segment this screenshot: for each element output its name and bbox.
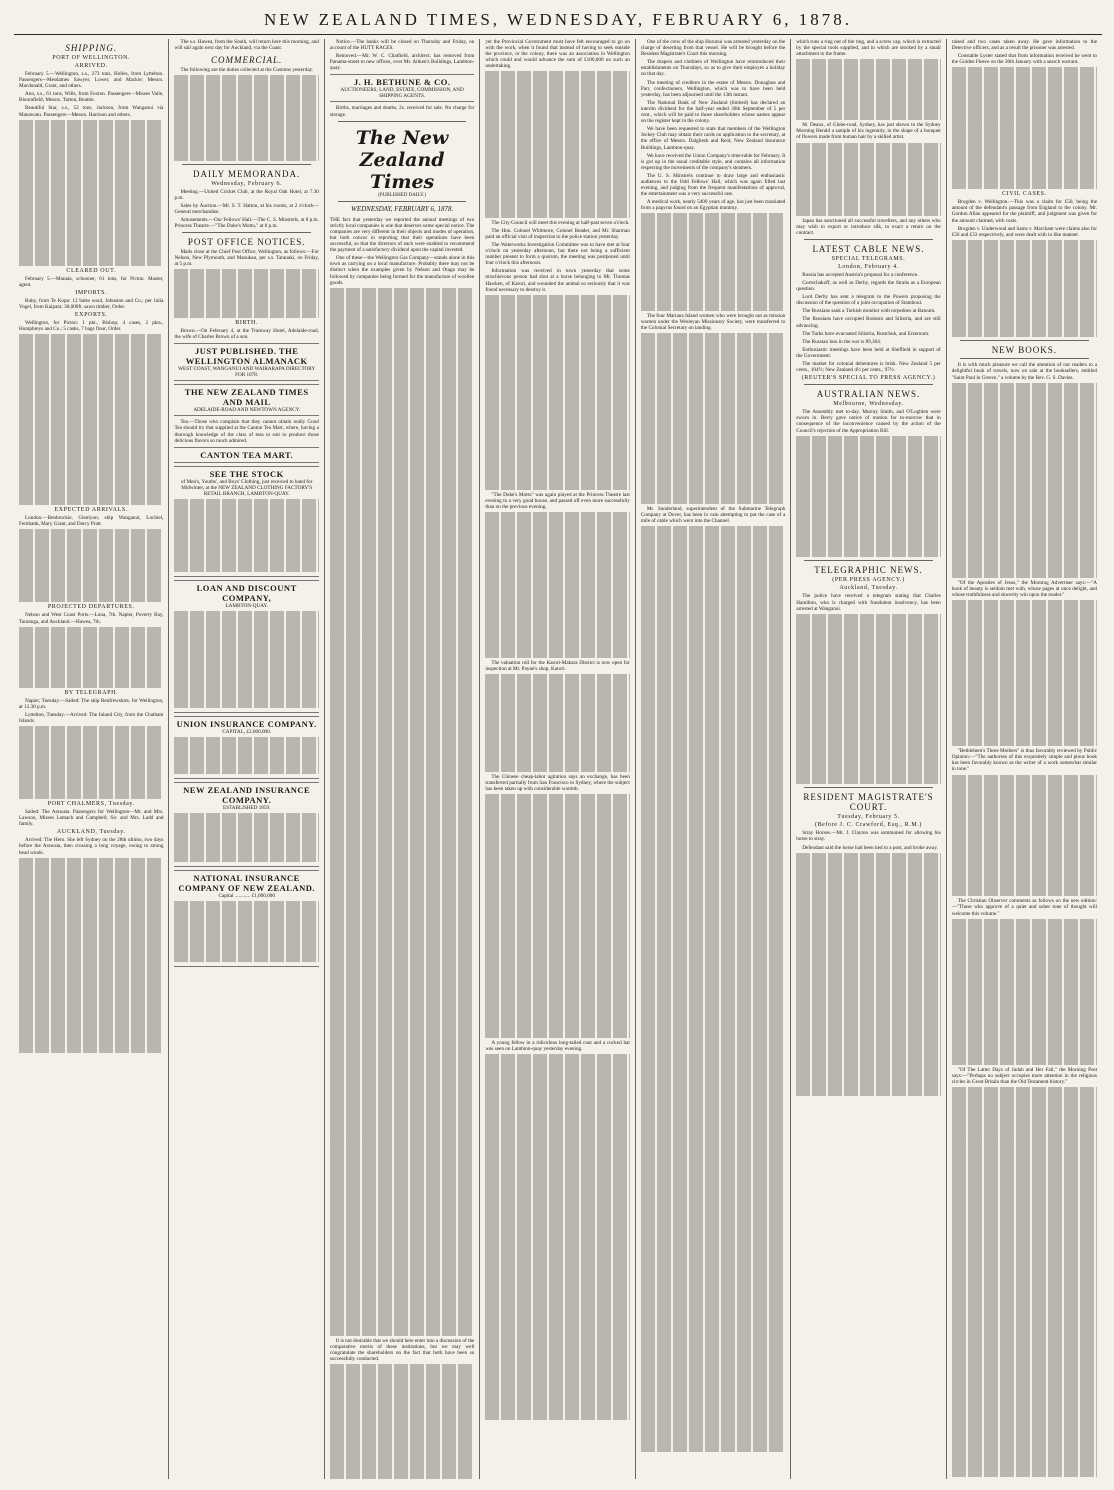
column-4 xyxy=(480,39,635,1479)
text-block xyxy=(330,1364,474,1479)
section-heading-post-office: POST OFFICE NOTICES. xyxy=(187,237,306,248)
divider xyxy=(960,358,1089,359)
text-block xyxy=(174,901,318,962)
paragraph: Brown.—On February 4, at the Tramway Hotel, Adelaide-road, the wife of Charles Brown of a son. xyxy=(174,328,319,341)
paragraph: "The Duke's Motto" was again played at the Princess Theatre last evening to a very good house, and passed off even more successfully than on the previous evening. xyxy=(485,491,630,510)
court-date: Tuesday, February 5. xyxy=(837,814,900,821)
paragraph: "Of the Apostles of Jesus," the Morning Advertiser says:—"A book of beauty is seldom met with, whose pages at once delight, and whose truthfulness and sincerity win upon the reader." xyxy=(951,579,1098,598)
subheading-press-agency: (PER PRESS AGENCY.) xyxy=(832,577,905,584)
columns xyxy=(14,39,1102,1479)
masthead: NEW ZEALAND TIMES, WEDNESDAY, FEBRUARY 6, 1878. xyxy=(14,10,1102,35)
paragraph: Meeting.—United Cricket Club, at the Royal Oak Hotel, at 7.30 p.m. xyxy=(174,188,319,201)
advertisement-union-insurance xyxy=(174,716,318,779)
ad-heading: JUST PUBLISHED. THE WELLINGTON ALMANACK xyxy=(185,346,308,367)
advertisement-nz-insurance xyxy=(174,782,318,867)
ad-body: LAMBTON-QUAY. xyxy=(225,602,268,609)
section-heading-australian-news: AUSTRALIAN NEWS. xyxy=(816,389,921,400)
paragraph: February 5.—Manaia, schooner, 61 tons, for Picton. Master, agent. xyxy=(19,275,164,288)
advertisement-canton-tea xyxy=(174,447,318,463)
advertisement-national-insurance xyxy=(174,870,318,967)
paragraph: Brogden v. Underwood and Sams v. Marchant were claims also for £56 and £33 respectively, and were dealt with in like manner. xyxy=(951,225,1098,238)
paragraph: A young fellow in a ridiculous long-tailed coat and a cocked hat was seen on Lambton-quay yesterday evening. xyxy=(485,1040,630,1053)
section-heading-new-books: NEW BOOKS. xyxy=(991,345,1058,356)
text-block xyxy=(641,333,785,504)
section-heading-commercial: COMMERCIAL. xyxy=(211,55,283,66)
paragraph: The Chinese cheap-labor agitation says an exchange, has been transferred partially from San Francisco to Sydney, where the subject has been taken up with considerable warmth. xyxy=(485,773,630,793)
paragraph: The Russians have occupied Rodosto and Silistria, and are still advancing. xyxy=(796,316,941,329)
text-block xyxy=(19,726,163,799)
section-heading-latest-cable: LATEST CABLE NEWS. xyxy=(812,243,925,254)
paragraph: Mr. Sunderland, superintendent of the Submarine Telegraph Company at Dover, has been in vain attempting to put the case of a mile of cable which went into the Channel. xyxy=(640,505,786,525)
paragraph: Constable Lyster stated that from information received he went to the Golden Fleece on the 30th January with a search warrant. xyxy=(951,53,1098,66)
paragraph: The valuation roll for the Karori-Makara District is now open for inspection at Mr. Payne's shop, Karori. xyxy=(485,660,630,673)
paragraph: We have been requested to state that members of the Wellington Jockey Club may obtain their cards on application to the secretary, at the office of Messrs. Dalgliesh and Reid, New Zealand Insurance Buildings, Lambton-quay. xyxy=(640,126,786,151)
paragraph: The following are the duties collected at the Customs yesterday. xyxy=(180,67,314,74)
subheading-arrived: ARRIVED. xyxy=(74,63,108,69)
paper-subtitle: (PUBLISHED DAILY.) xyxy=(378,192,426,198)
paragraph: "Bethlehem's Three Mothers" is thus favorably reviewed by Public Opinion:—"The authoress of this exquisitely simple and pious book has been favorably known as the writer of a work somewhat similar in tone." xyxy=(951,748,1098,773)
paragraph: Nelson and West Coast Ports.—Luna, 7th. Napier, Poverty Bay, Tauranga, and Auckland.—Hawea, 7th. xyxy=(19,612,164,625)
text-block xyxy=(174,611,318,709)
text-block xyxy=(641,526,785,1452)
text-block xyxy=(485,794,629,1038)
text-block xyxy=(796,59,940,120)
paragraph: The meeting of creditors in the estate of Messrs. Donaghue and Parr, confectioners, Wellington, which was to have been held yesterday, has been adjourned until the 13th instant. xyxy=(640,79,786,98)
paragraph: Wellington, for Picton: 1 pkt., Bishop; 4 cases, 2 pkts., Humphreys and Co.; 5 casks, 7 bags flour, Order. xyxy=(19,320,164,333)
subheading-cleared-out: CLEARED OUT. xyxy=(66,267,117,274)
subheading-port: PORT OF WELLINGTON. xyxy=(52,55,131,61)
text-block xyxy=(330,288,474,1336)
divider xyxy=(182,232,310,233)
subheading-auckland: AUCKLAND, Tuesday. xyxy=(56,829,126,836)
advertisement-clothing-factory xyxy=(174,466,318,577)
text-block xyxy=(485,674,629,772)
subheading-by-telegraph: BY TELEGRAPH. xyxy=(64,689,119,696)
paragraph: Brogden v. Wellington.—This was a claim for £50, being the amount of the defendant's passage from England to the colony. Mr. Gordon Allan appeared for the plaintiff, and judgment was given for the amount claimed, with costs. xyxy=(951,199,1098,224)
paragraph: Enthusiastic meetings have been held at Sheffield in support of the Government. xyxy=(796,346,941,359)
text-block xyxy=(952,919,1097,1065)
paragraph: A medical work, nearly 5400 years of age, has just been translated from a papyrus found on an Egyptian mummy. xyxy=(640,199,786,212)
paragraph: It is with much pleasure we call the attention of our readers to a delightful book of travels, now on sale at the booksellers, entitled "Saint Paul in Greece," a volume by the Rev. G. S. Davies. xyxy=(951,362,1098,381)
ad-body: Capital ............ £1,000,000 xyxy=(218,892,275,899)
subheading-expected-arrivals: EXPECTED ARRIVALS. xyxy=(54,507,128,514)
text-block xyxy=(952,67,1097,189)
paragraph: The Waterworks Investigation Committee was to have met at four o'clock on yesterday afternoon, but there not being a sufficient number present to form a quorum, the meeting was postponed until four o'clock this afternoon. xyxy=(485,242,630,267)
paragraph: The market for colonial debentures is brisk. New Zealand 5 per cents., 104½; New Zealand 4½ per cents., 97½. xyxy=(796,361,941,374)
text-block xyxy=(174,499,318,572)
memoranda-date: Wednesday, February 6. xyxy=(211,180,283,187)
text-block xyxy=(174,813,318,862)
text-block xyxy=(19,120,163,266)
paragraph: Lord Derby has sent a telegram to the Powers proposing the discussion of the question of a joint occupation of Stamboul. xyxy=(796,294,941,307)
section-heading-rm-court: RESIDENT MAGISTRATE'S COURT. xyxy=(803,792,934,813)
ad-body: of Men's, Youths', and Boys' Clothing, just received to hand for Midwinter, at the NEW ZEALAND CLOTHING FACTORY'S RETAIL BRANCH, LAMBTON-QUAY. xyxy=(181,478,313,497)
paragraph: Lyttelton, Tuesday.—Arrived: The Inland City, from the Chatham Islands. xyxy=(19,711,164,724)
paragraph: M. Deaux, of Globe-road, Sydney, has just shown to the Sydney Morning Herald a sample of his ingenuity, in the shape of a bouquet of flowers made from human hair by a skilled artist. xyxy=(796,122,941,141)
paragraph: We have received the Union Company's time-table for February. It is got up in the usual creditable style, and contains all information respecting the movements of the company's steamers. xyxy=(640,152,786,171)
ad-body: ADELAIDE-ROAD AND NEWTOWN AGENCY. xyxy=(193,407,301,414)
paragraph: The four Mariana Island women who were brought out as mission women under the Wesleyan Missionary Society, were transferred to the Colonial Secretary on landing. xyxy=(640,312,786,332)
subheading-special-telegrams: SPECIAL TELEGRAMS. xyxy=(831,255,906,262)
paragraph: Mails close at the Chief Post Office, Wellington, as follows:—For Nelson, New Plymouth, and Manukau, per s.s. Taranaki, on Friday, at 5 p.m. xyxy=(174,249,319,268)
paragraph: Removed.—Mr. W. C. Chatfield, architect, has removed from Panama-street to new offices, over Mr. Aitken's Buildings, Lambton-quay. xyxy=(329,53,475,72)
column-2 xyxy=(169,39,324,1479)
ad-body: CAPITAL, £2,000,000. xyxy=(222,729,272,736)
advertisement-almanack xyxy=(174,343,318,381)
subheading-reuter: (REUTER'S SPECIAL TO PRESS AGENCY.) xyxy=(801,375,936,382)
paragraph: One of these—the Wellington Gas Company—stands alone in this town as carrying on a local manufacture. Probably there may not be distinct when the examples given by Nelson and Otago may be followed by companies being formed for the manufacture of woollen goods. xyxy=(329,255,475,286)
text-block xyxy=(952,600,1097,746)
paragraph: The s.s. Hawea, from the South, will return here this morning, and will sail again next day for Auckland, via the Coast. xyxy=(174,39,319,52)
paragraph: The drapers and clothiers of Wellington have reintroduced their establishments on Thursdays, so as to give their employés a holiday on that day. xyxy=(640,59,786,78)
text-block xyxy=(19,334,163,505)
paragraph: Napier, Tuesday.—Sailed: The ship Renfrewshire, for Wellington, at 12.30 p.m. xyxy=(19,697,164,710)
subheading-port-chalmers: PORT CHALMERS, Tuesday. xyxy=(47,801,135,808)
divider xyxy=(804,787,932,788)
text-block xyxy=(174,269,318,318)
paragraph: Beautiful Star, s.s., 52 tons, Jackson, from Wanganui via Manawatu. Passengers—Messrs. Harrison and others. xyxy=(19,105,164,118)
column-3 xyxy=(325,39,480,1479)
paragraph: Gortschakoff, as well as Derby, regards the Straits as a European question. xyxy=(796,280,941,293)
paragraph: Stray Horses.—Mr. J. Clayton was summoned for allowing his horse to stray. xyxy=(796,830,941,843)
paragraph: London.—Benbrockie, Glenlyon; ship Wanganui, Lochiel, Fernbank, Mary Grant, and Darcy Pratt. xyxy=(19,515,164,528)
paragraph: Russia has accepted Austria's proposal for a conference. xyxy=(802,271,919,278)
text-block xyxy=(174,75,318,160)
column-5 xyxy=(636,39,791,1479)
ad-body: AUCTIONEERS, LAND, ESTATE, COMMISSION, AND SHIPPING AGENTS. xyxy=(340,87,464,100)
dateline: London, February 4. xyxy=(838,263,899,270)
divider xyxy=(804,560,932,561)
dateline: Melbourne, Wednesday. xyxy=(833,401,904,408)
paragraph: The Hon. Colonel Whitmore, Colonel Reader, and Mr. Sharman paid an official visit of inspection to the police station yesterday. xyxy=(485,227,630,240)
divider xyxy=(182,164,310,165)
paragraph: One of the crew of the ship Hurunui was arrested yesterday on the charge of deserting from that vessel. He will be brought before the Resident Magistrate's Court this morning. xyxy=(640,39,786,58)
text-block xyxy=(19,627,163,688)
paragraph: Births, marriages and deaths, 2s. received for sale. No charge for storage. xyxy=(329,105,475,118)
paragraph: raised and two cases taken away. He gave information to the Detective officers, and as a result the prisoner was arrested. xyxy=(951,39,1098,52)
column-6 xyxy=(791,39,946,1479)
paragraph: The Russians sank a Turkish monitor with torpedoes at Batoum. xyxy=(802,308,936,315)
section-heading-shipping: SHIPPING. xyxy=(65,43,118,53)
subheading-civil-cases: CIVIL CASES. xyxy=(1002,191,1047,198)
paragraph: Ruby, from Te Kopu: 12 bales wool, Johnston and Co.; per Julia Vogel, from Kaipara: 30,000ft. sawn timber, Order. xyxy=(19,298,164,311)
subheading-birth: BIRTH. xyxy=(235,320,259,327)
paragraph: Notice.—The banks will be closed on Thursday and Friday, on account of the HUTT RACES. xyxy=(329,39,475,52)
divider xyxy=(960,340,1089,341)
text-block xyxy=(19,858,163,1053)
paragraph: The Turks have evacuated Silistria, Rustchuk, and Erzeroum. xyxy=(802,330,930,337)
text-block xyxy=(485,1054,629,1420)
divider xyxy=(338,121,466,122)
subheading-imports: IMPORTS. xyxy=(75,290,108,297)
section-heading-telegraphic-news: TELEGRAPHIC NEWS. xyxy=(814,565,923,576)
section-heading-memoranda: DAILY MEMORANDA. xyxy=(193,168,301,179)
text-block xyxy=(485,71,629,217)
column-1 xyxy=(14,39,169,1479)
paragraph: Information was received in town yesterday that some mischievous person had shot at a horse belonging to Mr. Thomas Hawken, of Karori, and wounded the animal so seriously that it was found necessary to destroy it. xyxy=(485,268,630,293)
text-block xyxy=(952,775,1097,897)
advertisement-bethune xyxy=(330,74,474,102)
text-block xyxy=(485,512,629,658)
paragraph: The Christian Observer comments as follows on the new edition:—"Those who approve of a quiet and sober tone of thought will welcome this volume." xyxy=(951,898,1098,917)
text-block xyxy=(796,436,940,558)
ad-heading: UNION INSURANCE COMPANY. xyxy=(176,719,317,730)
paragraph: yet the Provincial Government must have felt encouraged to go on with the work, when it found that instead of having to seek outside the province, or the colony, there was an association in Wellington which could and would advance the sum of £100,000 on such an undertaking. xyxy=(485,39,630,70)
court-before: (Before J. C. Crawford, Esq., R.M.) xyxy=(814,822,922,829)
ad-heading: NEW ZEALAND INSURANCE COMPANY. xyxy=(183,784,311,805)
divider xyxy=(804,239,932,240)
paragraph: February 5.—Wellington, s.s., 273 tons, Holles, from Lyttelton. Passengers—Mesdames Sawyer, Lower, and Mackie; Messrs. Macdonald, Grant, and others. xyxy=(19,71,164,90)
text-block xyxy=(952,383,1097,578)
paragraph: Amusements.—Our Fellows' Hall.—The C. S. Minstrels, at 8 p.m. Princess Theatre.—"The Duke's Motto," at 8 p.m. xyxy=(174,216,319,230)
paragraph: which runs a ring out of the ring, and a screw cap, which is extracted by the special tools supplied, and in which are stocked by a small attachment to the frame. xyxy=(796,39,941,58)
text-block xyxy=(485,295,629,490)
dateline: Auckland, Tuesday. xyxy=(839,585,898,592)
paragraph: The police have received a telegram stating that Charles Hamilton, who is charged with fraudulent insolvency, has been arrested at Wanganui. xyxy=(796,593,941,612)
paragraph: The Assembly met to-day. Murray Smith, and O'Loghlen were sworn in. Berry gave notice of motion for to-morrow that in consequence of the inconvenience caused by the action of the Council's rejection of the Appropriation Bill. xyxy=(796,409,941,434)
subheading-projected-departures: PROJECTED DEPARTURES. xyxy=(47,604,135,611)
divider xyxy=(338,201,466,202)
paragraph: The National Bank of New Zealand (limited) has declared an interim dividend for the half-year ended 30th September of 5 per cent., which will be paid to those shareholders whose names appear on the register kept in the colony. xyxy=(640,99,786,125)
paragraph: Defendant said the horse had been tied to a post, and broke away. xyxy=(802,844,938,851)
ad-body: ESTABLISHED 1859. xyxy=(222,804,271,811)
paragraph: Tea.—Those who complain that they cannot obtain really Good Tea should try that supplied at the Canton Tea Mart, where, having a thorough knowledge of the class of teas to suit to produce those delicious flavors so much admired. xyxy=(174,419,319,444)
column-7 xyxy=(947,39,1102,1479)
text-block xyxy=(19,529,163,602)
ad-heading: NATIONAL INSURANCE COMPANY OF NEW ZEALAND. xyxy=(178,872,315,893)
paragraph: The Russian loss in the war is 89,304. xyxy=(802,338,882,345)
text-block xyxy=(174,737,318,774)
advertisement-times-mail xyxy=(174,384,318,416)
ad-heading: LOAN AND DISCOUNT COMPANY, xyxy=(196,582,297,603)
paragraph: "Of The Latter Days of Judah and Her Fall," the Morning Post says:—"Perhaps no subject occupies more attention in the religious circles in Great Britain than the Old Testament history." xyxy=(951,1066,1098,1086)
ad-body: WEST COAST, WANGANUI AND WAIRARAPA DIRECTORY FOR 1878. xyxy=(178,366,316,379)
text-block xyxy=(641,213,785,311)
paragraph: Arrived: The Hero. She left Sydney on the 28th ultimo, two days before the Arawata, then crossing a long voyage, owing to strong head winds. xyxy=(19,837,164,856)
divider xyxy=(804,384,932,385)
advertisement-loan-discount xyxy=(174,580,318,714)
text-block xyxy=(952,1087,1097,1477)
editorial-lead: THE fact that yesterday we reported the annual meetings of two strictly local companies is one that deserves some special notice. The companies are very different in their objects and modes of operation, but both concur in reporting that their operations have been successful, so that the directors of each were enabled to recommend the payment of a satisfactory dividend upon the capital invested. xyxy=(329,216,475,254)
editorial-date: WEDNESDAY, FEBRUARY 6, 1878. xyxy=(350,204,454,213)
text-block xyxy=(796,143,940,216)
ad-heading: SEE THE STOCK xyxy=(209,468,284,479)
ad-heading: THE NEW ZEALAND TIMES AND MAIL xyxy=(184,387,309,408)
paragraph: Ann, s.s., 61 tons, Wills, from Foxton. Passengers—Misses Vaile, Bloomfield; Messrs. Tutton, Beattie. xyxy=(19,91,164,104)
text-block xyxy=(952,240,1097,338)
subheading-exports: EXPORTS. xyxy=(74,312,108,319)
paragraph: The U. S. Minstrels continue to draw large and enthusiastic audiences to the Odd Fellows' Hall, which was again filled last evening, and judging from the frequent manifestations of approval, the entertainment was a very successful one. xyxy=(640,172,786,198)
paragraph: Sailed: The Arawata. Passengers for Wellington—Mr. and Mrs. Lawson, Misses Lamach and Campbell; Sir. and Mrs. Ladd and family. xyxy=(19,809,164,828)
text-block xyxy=(796,614,940,785)
text-block xyxy=(796,853,940,1097)
paragraph: It is not desirable that we should here enter into a discussion of the comparative merits of these institutions, but we may well congratulate the shareholders on the fact that both have been so successfully conducted. xyxy=(329,1337,475,1363)
ad-heading: J. H. BETHUNE & CO. xyxy=(353,77,451,88)
paper-title: The New Zealand Times xyxy=(355,126,449,193)
ad-heading: CANTON TEA MART. xyxy=(200,449,294,460)
paragraph: Japan has sanctioned all successful travellers, and any others who may wish to export or introduce silk, to exact a return on the contract. xyxy=(796,217,941,236)
paragraph: The City Council will meet this evening at half-past seven o'clock. xyxy=(491,219,630,226)
paragraph: Sales by Auction.—Mr. S. T. Hatton, at his rooms, at 2 o'clock—General merchandise. xyxy=(174,202,319,215)
